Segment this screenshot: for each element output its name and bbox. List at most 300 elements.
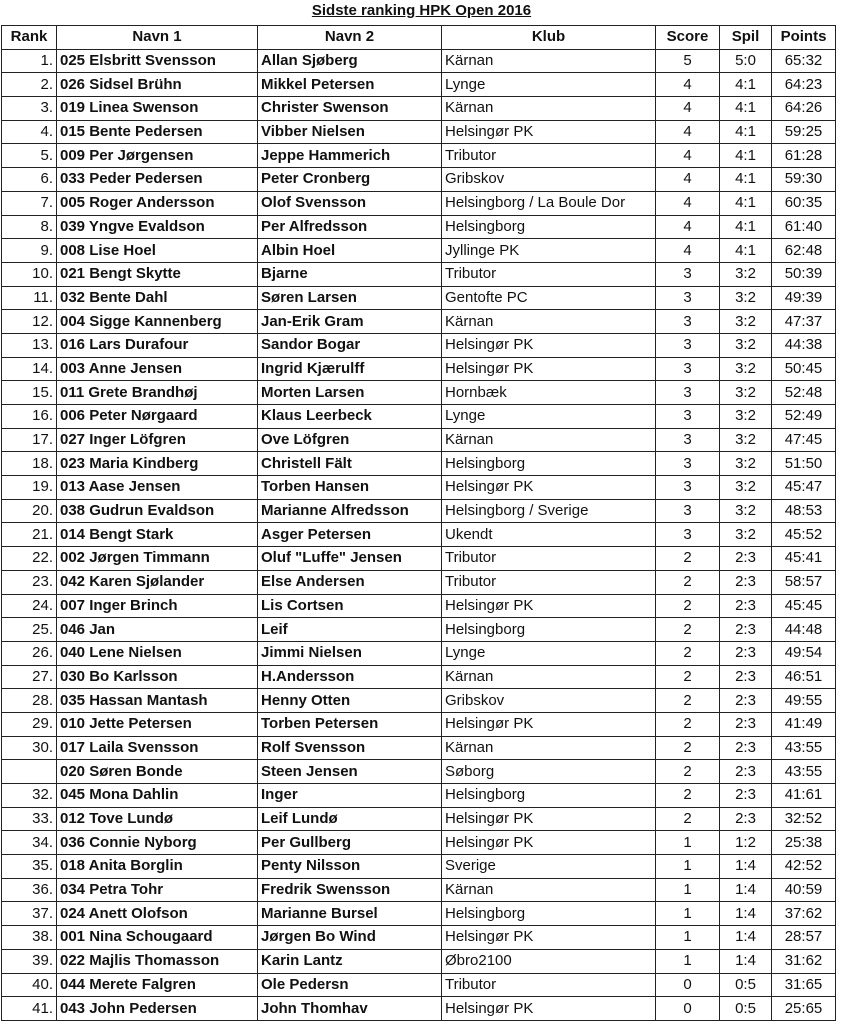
cell-rank: 1. [2,49,57,73]
cell-navn1: 012 Tove Lundø [57,807,258,831]
cell-klub: Gribskov [442,168,656,192]
cell-points: 47:37 [772,310,836,334]
cell-navn2: Henny Otten [258,689,442,713]
cell-score: 3 [656,405,720,429]
cell-points: 50:39 [772,262,836,286]
cell-score: 2 [656,784,720,808]
cell-spil: 1:2 [720,831,772,855]
cell-points: 31:65 [772,973,836,997]
cell-points: 41:61 [772,784,836,808]
cell-klub: Helsingør PK [442,594,656,618]
cell-navn1: 001 Nina Schougaard [57,926,258,950]
cell-points: 49:54 [772,641,836,665]
cell-rank: 38. [2,926,57,950]
cell-klub: Helsingborg / La Boule Dor [442,191,656,215]
cell-navn2: Klaus Leerbeck [258,405,442,429]
cell-klub: Kärnan [442,878,656,902]
cell-navn2: Lis Cortsen [258,594,442,618]
cell-score: 3 [656,452,720,476]
cell-points: 52:49 [772,405,836,429]
cell-spil: 2:3 [720,760,772,784]
table-row [2,689,836,713]
cell-score: 2 [656,665,720,689]
cell-klub: Helsingør PK [442,333,656,357]
cell-navn1: 042 Karen Sjølander [57,570,258,594]
cell-score: 1 [656,855,720,879]
cell-spil: 4:1 [720,144,772,168]
table-row [2,310,836,334]
cell-navn1: 014 Bengt Stark [57,523,258,547]
table-row [2,807,836,831]
cell-spil: 4:1 [720,97,772,121]
cell-points: 37:62 [772,902,836,926]
table-row [2,594,836,618]
cell-rank: 2. [2,73,57,97]
cell-navn2: Mikkel Petersen [258,73,442,97]
cell-navn2: Inger [258,784,442,808]
table-row [2,712,836,736]
cell-klub: Kärnan [442,97,656,121]
table-row [2,949,836,973]
cell-spil: 3:2 [720,357,772,381]
cell-navn1: 040 Lene Nielsen [57,641,258,665]
cell-spil: 4:1 [720,239,772,263]
cell-navn2: Rolf Svensson [258,736,442,760]
table-row [2,618,836,642]
table-row [2,381,836,405]
cell-navn2: Jeppe Hammerich [258,144,442,168]
cell-navn2: Fredrik Swensson [258,878,442,902]
cell-rank: 28. [2,689,57,713]
cell-rank: 37. [2,902,57,926]
cell-score: 2 [656,807,720,831]
cell-navn1: 007 Inger Brinch [57,594,258,618]
cell-navn2: Per Alfredsson [258,215,442,239]
cell-spil: 1:4 [720,855,772,879]
cell-klub: Jyllinge PK [442,239,656,263]
cell-navn1: 006 Peter Nørgaard [57,405,258,429]
cell-klub: Helsingborg [442,452,656,476]
cell-rank: 3. [2,97,57,121]
column-header-spil: Spil [720,26,772,50]
cell-score: 3 [656,499,720,523]
table-row [2,523,836,547]
cell-navn2: Jan-Erik Gram [258,310,442,334]
table-row [2,476,836,500]
cell-score: 3 [656,333,720,357]
cell-navn1: 025 Elsbritt Svensson [57,49,258,73]
cell-navn2: Søren Larsen [258,286,442,310]
cell-navn1: 019 Linea Swenson [57,97,258,121]
table-header-row [2,26,836,50]
cell-points: 64:23 [772,73,836,97]
cell-points: 47:45 [772,428,836,452]
cell-points: 62:48 [772,239,836,263]
cell-spil: 1:4 [720,949,772,973]
cell-points: 45:41 [772,547,836,571]
cell-navn2: Ingrid Kjærulff [258,357,442,381]
table-row [2,144,836,168]
cell-navn2: Jørgen Bo Wind [258,926,442,950]
cell-navn2: Sandor Bogar [258,333,442,357]
column-header-points: Points [772,26,836,50]
table-row [2,168,836,192]
cell-spil: 3:2 [720,428,772,452]
table-body [2,49,836,1020]
cell-points: 49:55 [772,689,836,713]
cell-score: 0 [656,997,720,1021]
cell-spil: 4:1 [720,168,772,192]
cell-score: 2 [656,641,720,665]
cell-spil: 2:3 [720,618,772,642]
cell-spil: 3:2 [720,333,772,357]
table-row [2,120,836,144]
cell-spil: 2:3 [720,807,772,831]
cell-navn2: Torben Hansen [258,476,442,500]
cell-klub: Gribskov [442,689,656,713]
cell-navn2: Leif Lundø [258,807,442,831]
cell-rank: 39. [2,949,57,973]
cell-navn2: Allan Sjøberg [258,49,442,73]
cell-klub: Helsingør PK [442,712,656,736]
cell-klub: Øbro2100 [442,949,656,973]
ranking-table [1,25,836,1021]
cell-rank: 36. [2,878,57,902]
cell-spil: 2:3 [720,570,772,594]
table-row [2,926,836,950]
cell-navn1: 032 Bente Dahl [57,286,258,310]
cell-navn1: 024 Anett Olofson [57,902,258,926]
cell-points: 52:48 [772,381,836,405]
cell-points: 25:65 [772,997,836,1021]
cell-rank: 14. [2,357,57,381]
cell-spil: 4:1 [720,215,772,239]
cell-spil: 2:3 [720,641,772,665]
cell-rank: 26. [2,641,57,665]
cell-rank: 27. [2,665,57,689]
cell-score: 4 [656,215,720,239]
table-row [2,855,836,879]
cell-score: 4 [656,73,720,97]
table-row [2,997,836,1021]
cell-rank: 5. [2,144,57,168]
cell-spil: 2:3 [720,665,772,689]
cell-navn1: 036 Connie Nyborg [57,831,258,855]
cell-navn1: 018 Anita Borglin [57,855,258,879]
cell-rank: 32. [2,784,57,808]
cell-score: 3 [656,428,720,452]
cell-klub: Kärnan [442,428,656,452]
cell-klub: Gentofte PC [442,286,656,310]
cell-score: 2 [656,712,720,736]
cell-spil: 3:2 [720,452,772,476]
cell-points: 50:45 [772,357,836,381]
cell-klub: Lynge [442,405,656,429]
table-row [2,428,836,452]
cell-klub: Helsingborg [442,618,656,642]
cell-rank: 24. [2,594,57,618]
table-row [2,499,836,523]
cell-klub: Lynge [442,641,656,665]
cell-rank: 11. [2,286,57,310]
cell-rank: 30. [2,736,57,760]
cell-navn2: Per Gullberg [258,831,442,855]
cell-score: 3 [656,310,720,334]
column-header-rank: Rank [2,26,57,50]
cell-navn2: Bjarne [258,262,442,286]
cell-navn2: Penty Nilsson [258,855,442,879]
cell-points: 60:35 [772,191,836,215]
cell-spil: 2:3 [720,689,772,713]
cell-klub: Tributor [442,570,656,594]
cell-rank: 25. [2,618,57,642]
cell-navn1: 035 Hassan Mantash [57,689,258,713]
cell-navn2: Else Andersen [258,570,442,594]
cell-navn1: 005 Roger Andersson [57,191,258,215]
page-title: Sidste ranking HPK Open 2016 [311,2,532,19]
cell-klub: Kärnan [442,49,656,73]
cell-klub: Kärnan [442,310,656,334]
cell-spil: 3:2 [720,262,772,286]
cell-points: 64:26 [772,97,836,121]
cell-klub: Hornbæk [442,381,656,405]
cell-navn1: 033 Peder Pedersen [57,168,258,192]
table-row [2,286,836,310]
cell-points: 32:52 [772,807,836,831]
cell-points: 43:55 [772,736,836,760]
cell-points: 46:51 [772,665,836,689]
column-header-klub: Klub [442,26,656,50]
cell-spil: 1:4 [720,878,772,902]
cell-spil: 0:5 [720,997,772,1021]
table-row [2,736,836,760]
cell-rank: 35. [2,855,57,879]
table-row [2,784,836,808]
cell-points: 49:39 [772,286,836,310]
cell-navn2: H.Andersson [258,665,442,689]
cell-navn2: Peter Cronberg [258,168,442,192]
cell-score: 1 [656,902,720,926]
cell-klub: Helsingør PK [442,831,656,855]
cell-points: 45:45 [772,594,836,618]
column-header-navn2: Navn 2 [258,26,442,50]
cell-navn1: 046 Jan [57,618,258,642]
table-row [2,831,836,855]
cell-score: 2 [656,547,720,571]
cell-rank: 6. [2,168,57,192]
table-row [2,547,836,571]
cell-score: 0 [656,973,720,997]
cell-spil: 2:3 [720,594,772,618]
table-row [2,973,836,997]
cell-navn1: 003 Anne Jensen [57,357,258,381]
cell-klub: Helsingør PK [442,807,656,831]
cell-navn1: 030 Bo Karlsson [57,665,258,689]
cell-score: 5 [656,49,720,73]
cell-navn1: 045 Mona Dahlin [57,784,258,808]
cell-points: 48:53 [772,499,836,523]
cell-score: 1 [656,878,720,902]
cell-points: 59:30 [772,168,836,192]
cell-navn1: 038 Gudrun Evaldson [57,499,258,523]
cell-spil: 1:4 [720,902,772,926]
cell-navn1: 009 Per Jørgensen [57,144,258,168]
cell-klub: Kärnan [442,665,656,689]
cell-navn2: Morten Larsen [258,381,442,405]
cell-navn2: John Thomhav [258,997,442,1021]
cell-points: 44:38 [772,333,836,357]
cell-score: 1 [656,926,720,950]
cell-rank: 17. [2,428,57,452]
cell-navn1: 017 Laila Svensson [57,736,258,760]
cell-navn2: Jimmi Nielsen [258,641,442,665]
cell-points: 43:55 [772,760,836,784]
cell-navn2: Asger Petersen [258,523,442,547]
table-row [2,878,836,902]
table-row [2,73,836,97]
cell-spil: 4:1 [720,73,772,97]
cell-klub: Tributor [442,144,656,168]
cell-klub: Tributor [442,973,656,997]
cell-score: 2 [656,736,720,760]
cell-spil: 2:3 [720,712,772,736]
cell-navn1: 013 Aase Jensen [57,476,258,500]
cell-navn2: Christer Swenson [258,97,442,121]
cell-navn1: 023 Maria Kindberg [57,452,258,476]
cell-rank: 12. [2,310,57,334]
cell-rank: 23. [2,570,57,594]
cell-rank: 15. [2,381,57,405]
cell-navn1: 021 Bengt Skytte [57,262,258,286]
cell-points: 45:47 [772,476,836,500]
table-row [2,49,836,73]
cell-navn2: Steen Jensen [258,760,442,784]
cell-navn1: 043 John Pedersen [57,997,258,1021]
cell-rank: 22. [2,547,57,571]
cell-klub: Sverige [442,855,656,879]
cell-klub: Helsingør PK [442,997,656,1021]
cell-navn1: 011 Grete Brandhøj [57,381,258,405]
cell-score: 2 [656,760,720,784]
cell-score: 1 [656,949,720,973]
cell-rank: 40. [2,973,57,997]
cell-score: 2 [656,618,720,642]
cell-navn2: Torben Petersen [258,712,442,736]
cell-spil: 4:1 [720,191,772,215]
cell-score: 4 [656,144,720,168]
cell-spil: 5:0 [720,49,772,73]
cell-score: 3 [656,357,720,381]
cell-spil: 3:2 [720,381,772,405]
cell-rank: 8. [2,215,57,239]
cell-navn1: 008 Lise Hoel [57,239,258,263]
cell-spil: 3:2 [720,476,772,500]
cell-navn1: 039 Yngve Evaldson [57,215,258,239]
cell-klub: Helsingborg [442,784,656,808]
cell-navn2: Ove Löfgren [258,428,442,452]
cell-navn2: Albin Hoel [258,239,442,263]
cell-navn1: 015 Bente Pedersen [57,120,258,144]
cell-navn2: Ole Pedersn [258,973,442,997]
cell-klub: Tributor [442,547,656,571]
cell-rank: 7. [2,191,57,215]
table-row [2,902,836,926]
cell-spil: 3:2 [720,286,772,310]
cell-points: 58:57 [772,570,836,594]
cell-score: 4 [656,191,720,215]
cell-navn2: Vibber Nielsen [258,120,442,144]
cell-spil: 1:4 [720,926,772,950]
cell-navn1: 020 Søren Bonde [57,760,258,784]
table-row [2,239,836,263]
cell-klub: Ukendt [442,523,656,547]
cell-score: 3 [656,381,720,405]
cell-spil: 3:2 [720,499,772,523]
cell-rank: 9. [2,239,57,263]
cell-spil: 3:2 [720,405,772,429]
table-row [2,452,836,476]
table-row [2,357,836,381]
table-row [2,570,836,594]
cell-score: 4 [656,97,720,121]
cell-rank: 20. [2,499,57,523]
cell-navn1: 034 Petra Tohr [57,878,258,902]
cell-spil: 4:1 [720,120,772,144]
cell-spil: 2:3 [720,784,772,808]
cell-points: 28:57 [772,926,836,950]
cell-spil: 3:2 [720,523,772,547]
table-row [2,191,836,215]
cell-navn1: 002 Jørgen Timmann [57,547,258,571]
cell-score: 4 [656,239,720,263]
cell-klub: Helsingør PK [442,357,656,381]
table-row [2,405,836,429]
table-row [2,665,836,689]
cell-klub: Helsingborg [442,902,656,926]
cell-spil: 2:3 [720,736,772,760]
cell-points: 51:50 [772,452,836,476]
cell-points: 44:48 [772,618,836,642]
cell-score: 3 [656,523,720,547]
cell-points: 45:52 [772,523,836,547]
cell-navn2: Marianne Alfredsson [258,499,442,523]
cell-score: 3 [656,476,720,500]
cell-rank [2,760,57,784]
cell-navn2: Karin Lantz [258,949,442,973]
cell-klub: Helsingør PK [442,926,656,950]
cell-rank: 29. [2,712,57,736]
column-header-navn1: Navn 1 [57,26,258,50]
table-row [2,333,836,357]
cell-navn1: 027 Inger Löfgren [57,428,258,452]
cell-points: 31:62 [772,949,836,973]
cell-navn2: Christell Fält [258,452,442,476]
cell-navn2: Oluf "Luffe" Jensen [258,547,442,571]
cell-points: 40:59 [772,878,836,902]
cell-rank: 10. [2,262,57,286]
cell-navn1: 026 Sidsel Brühn [57,73,258,97]
cell-score: 4 [656,168,720,192]
cell-navn1: 016 Lars Durafour [57,333,258,357]
table-row [2,262,836,286]
cell-navn1: 022 Majlis Thomasson [57,949,258,973]
cell-klub: Helsingborg [442,215,656,239]
cell-klub: Helsingør PK [442,476,656,500]
cell-spil: 2:3 [720,547,772,571]
cell-klub: Helsingborg / Sverige [442,499,656,523]
table-row [2,97,836,121]
table-row [2,641,836,665]
